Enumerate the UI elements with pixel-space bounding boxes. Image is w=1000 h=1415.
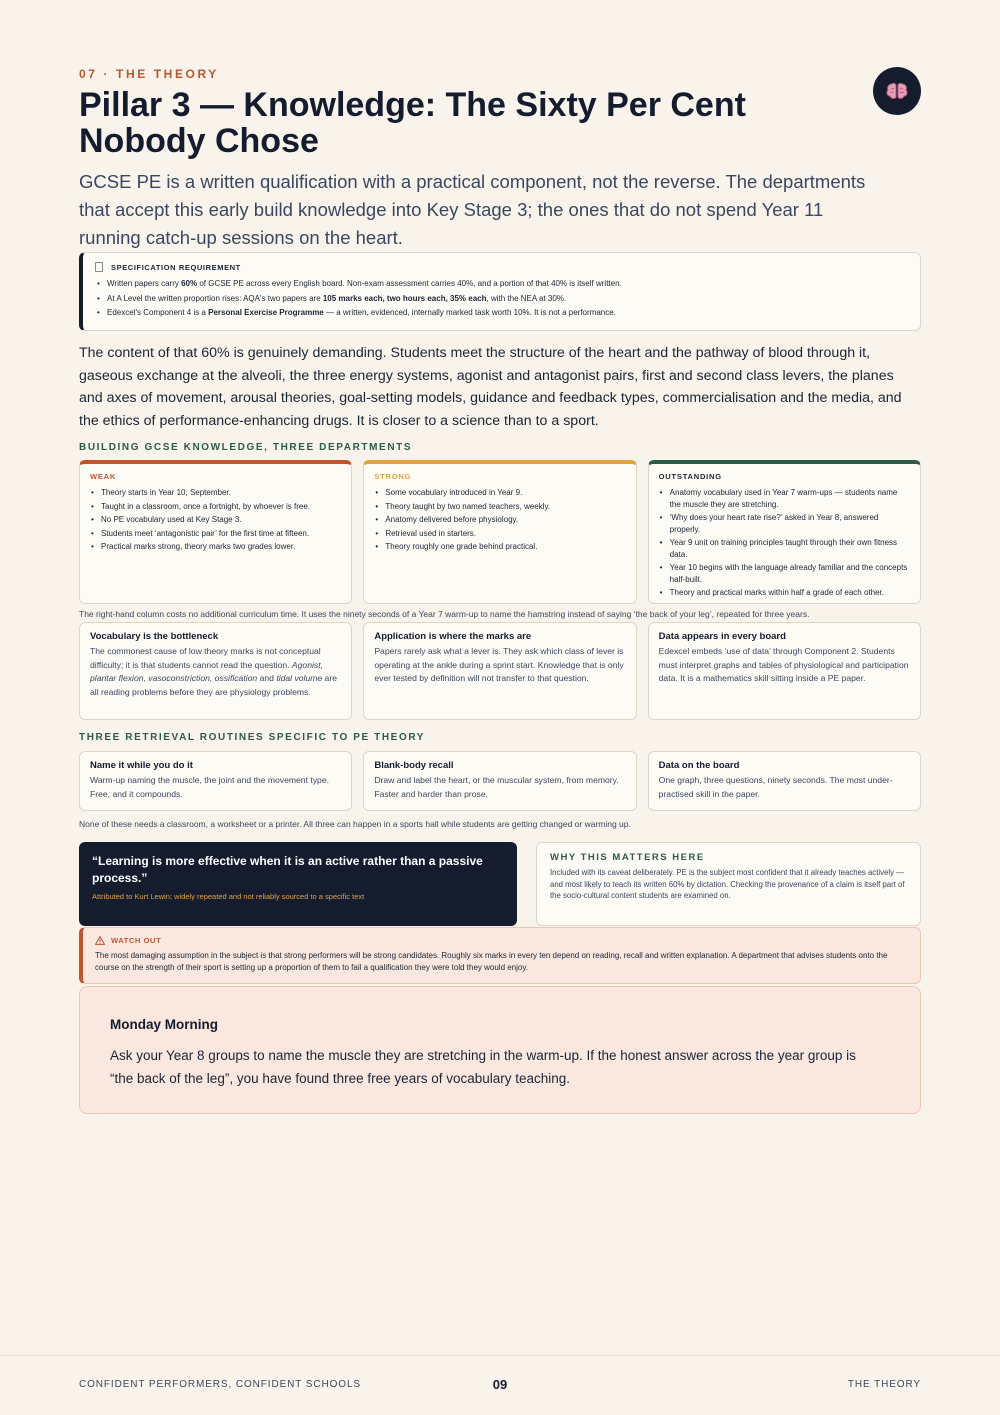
why-box xyxy=(536,842,921,926)
routine-text: Draw and label the heart, or the muscular system, from memory. Faster and harder than prose. xyxy=(374,775,619,799)
routine-text: One graph, three questions, ninety seconds. The most under-practised skill in the paper. xyxy=(658,775,893,799)
quote-attribution: Attributed to Kurt Lewin; widely repeated and not reliably sourced to a specific text xyxy=(92,892,365,901)
insight-card xyxy=(648,622,921,720)
insight-title: Application is where the marks are xyxy=(374,631,532,642)
list-item: • Theory roughly one grade behind practical. xyxy=(374,541,625,553)
routine-title: Name it while you do it xyxy=(90,760,193,771)
spec-list xyxy=(95,277,908,321)
spec-item: • At A Level the written proportion rises: AQA's two papers are 105 marks each, two hours each, 35% each, with the NEA at 30%. xyxy=(95,292,908,307)
list-item: • No PE vocabulary used at Key Stage 3. xyxy=(90,514,341,526)
warning-icon xyxy=(95,936,105,945)
routines-label: THREE RETRIEVAL ROUTINES SPECIFIC TO PE THEORY xyxy=(79,732,426,743)
weak-card xyxy=(79,460,352,604)
routine-card xyxy=(363,751,636,811)
strong-list xyxy=(374,487,625,553)
badge xyxy=(873,67,921,115)
list-item: • Theory starts in Year 10, September. xyxy=(90,487,341,499)
watch-out-heading-text: WATCH OUT xyxy=(111,936,162,945)
outstanding-list xyxy=(659,487,910,599)
quote-box xyxy=(79,842,517,926)
brain-icon xyxy=(886,81,908,101)
weak-list xyxy=(90,487,341,553)
spec-heading xyxy=(95,262,908,272)
list-item: • Theory taught by two named teachers, weekly. xyxy=(374,501,625,513)
strong-card xyxy=(363,460,636,604)
weak-label: WEAK xyxy=(90,472,117,481)
list-item: • Retrieval used in starters. xyxy=(374,528,625,540)
insight-text: The commonest cause of low theory marks is not conceptual difficulty; it is that students cannot read the question. Agonist, plantar flexion, vasoconstriction, ossification and tidal volume are all reading problems before they are physiology problems. xyxy=(90,646,337,697)
routine-card xyxy=(79,751,352,811)
outstanding-label: OUTSTANDING xyxy=(658,472,722,481)
list-item: • Theory and practical marks within half a grade of each other. xyxy=(659,587,910,599)
outstanding-card xyxy=(648,460,921,604)
insights-row xyxy=(79,622,921,720)
list-item: • ‘Why does your heart rate rise?’ asked in Year 8, answered properly. xyxy=(659,512,910,535)
departments-row xyxy=(79,460,921,604)
monday-morning-box xyxy=(79,986,921,1114)
list-item: • Year 9 unit on training principles taught through their own fitness data. xyxy=(659,537,910,560)
spec-heading-text: SPECIFICATION REQUIREMENT xyxy=(111,262,241,272)
spec-item: • Written papers carry 60% of GCSE PE across every English board. Non-exam assessment carries 40%, and a portion of that 40% is itself written. xyxy=(95,277,908,292)
watch-out-callout xyxy=(79,927,921,984)
spec-item: • Edexcel's Component 4 is a Personal Exercise Programme — a written, evidenced, internally marked task worth 10%. It is not a performance. xyxy=(95,306,908,321)
insight-text: Edexcel embeds ‘use of data’ through Component 2. Students must interpret graphs and tables of physiological and participation data. It is a mathematics skill sitting inside a PE paper. xyxy=(658,646,909,684)
list-item: • Anatomy delivered before physiology. xyxy=(374,514,625,526)
list-item: • Practical marks strong, theory marks two grades lower. xyxy=(90,541,341,553)
routines-note: None of these needs a classroom, a worksheet or a printer. All three can happen in a sports hall while students are getting changed or warming up. xyxy=(79,819,631,829)
routine-card xyxy=(648,751,921,811)
list-item: • Some vocabulary introduced in Year 9. xyxy=(374,487,625,499)
list-item: • Anatomy vocabulary used in Year 7 warm-ups — students name the muscle they are stretching. xyxy=(659,487,910,510)
page-title: Pillar 3 — Knowledge: The Sixty Per Cent Nobody Chose xyxy=(79,86,746,160)
page-number: 09 xyxy=(492,1377,508,1392)
list-item: • Year 10 begins with the language already familiar and the concepts half-built. xyxy=(659,562,910,585)
lede-paragraph: GCSE PE is a written qualification with a practical component, not the reverse. The departments that accept this early build knowledge into Key Stage 3; the ones that do not spend Year 11 running catch-up sessions on the heart. xyxy=(79,171,866,248)
strong-label: STRONG xyxy=(374,472,412,481)
insight-card xyxy=(79,622,352,720)
body-paragraph: The content of that 60% is genuinely demanding. Students meet the structure of the heart and the pathway of blood through it, gaseous exchange at the alveoli, the three energy systems, agonist and antagonist pairs, first and second class levers, the planes and axes of movement, arousal theories, goal-setting models, guidance and feedback types, commercialisation and the media, and the ethics of performance-enhancing drugs. It is closer to a science than to a sport. xyxy=(79,345,902,429)
why-text: Included with its caveat deliberately. PE is the subject most confident that it already teaches actively — and most likely to teach its written 60% by dictation. Checking the provenance of a claim is itself part of the socio-cultural content students are examined on. xyxy=(550,868,905,900)
insight-title: Vocabulary is the bottleneck xyxy=(90,631,219,642)
footer-divider xyxy=(0,1355,1000,1356)
routine-title: Data on the board xyxy=(658,760,740,771)
section-kicker: 07 · THE THEORY xyxy=(79,67,219,81)
departments-note: The right-hand column costs no additional curriculum time. It uses the ninety seconds of a Year 7 warm-up to name the hamstring instead of saying ‘the back of your leg’, repeated for three years. xyxy=(79,609,810,619)
insight-text: Papers rarely ask what a lever is. They ask which class of lever is operating at the ankle during a sprint start. Knowledge that is only ever tested by definition will not transfer to that question. xyxy=(374,646,624,684)
why-title: WHY THIS MATTERS HERE xyxy=(550,852,705,863)
routine-title: Blank-body recall xyxy=(374,760,454,771)
quote-text: “Learning is more effective when it is an active rather than a passive process.” xyxy=(92,854,483,885)
insight-title: Data appears in every board xyxy=(658,631,786,642)
departments-label: BUILDING GCSE KNOWLEDGE, THREE DEPARTMENTS xyxy=(79,442,413,453)
monday-title: Monday Morning xyxy=(110,1017,218,1032)
list-item: • Students meet ‘antagonistic pair’ for the first time at fifteen. xyxy=(90,528,341,540)
routines-row xyxy=(79,751,921,811)
watch-out-text: The most damaging assumption in the subject is that strong performers will be strong candidates. Roughly six marks in every ten depend on reading, recall and written explanation. A department that advises students onto the course on the strength of their sport is setting up a proportion of them to fail a qualification they were told they would enjoy. xyxy=(95,951,888,972)
routine-text: Warm-up naming the muscle, the joint and the movement type. Free, and it compounds. xyxy=(90,775,329,799)
list-item: • Taught in a classroom, once a fortnight, by whoever is free. xyxy=(90,501,341,513)
footer-right: THE THEORY xyxy=(847,1379,921,1390)
watch-out-heading xyxy=(95,936,908,945)
footer-left: CONFIDENT PERFORMERS, CONFIDENT SCHOOLS xyxy=(79,1379,361,1390)
document-icon xyxy=(95,262,103,272)
insight-card xyxy=(363,622,636,720)
monday-text: Ask your Year 8 groups to name the muscle they are stretching in the warm-up. If the honest answer across the year group is “the back of the leg”, you have found three free years of vocabulary teaching. xyxy=(110,1048,856,1086)
specification-callout xyxy=(79,252,921,331)
